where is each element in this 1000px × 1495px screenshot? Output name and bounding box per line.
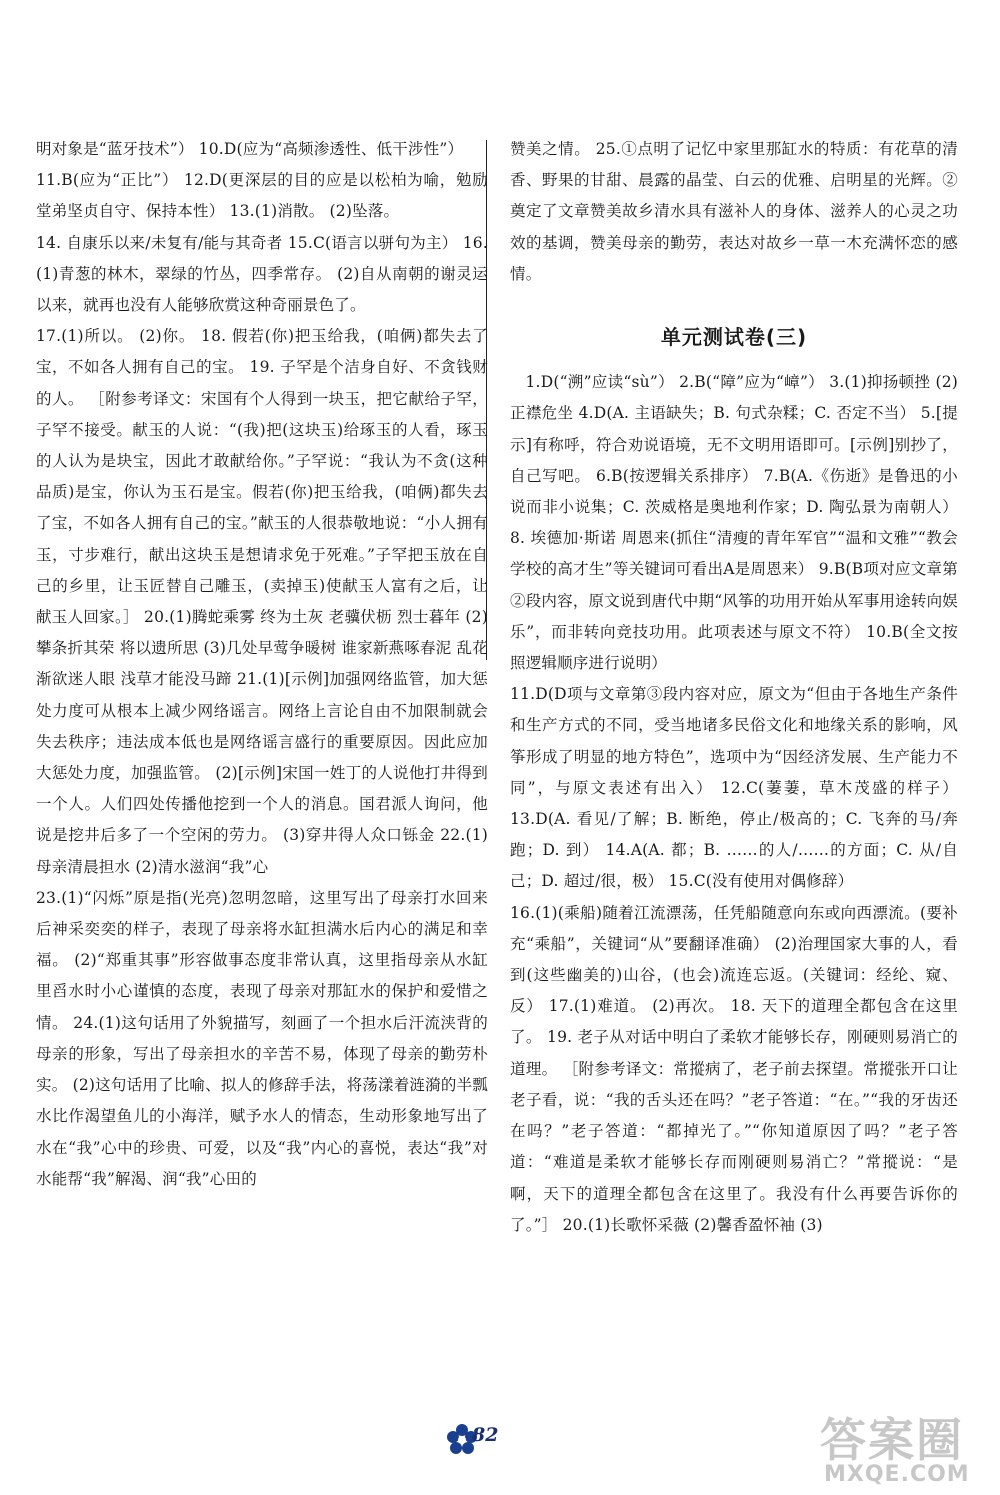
page-number-badge [442,1420,522,1460]
test-answer-paragraph-2: 11.D(D项与文章第③段内容对应，原文为“但由于各地生产条件和生产方式的不同，受当地诸多民俗文化和地缘关系的影响，风筝形成了明显的地方特色”，选项中为“因经济发展、生产能力不同”，与原文表述有出入） 12.C(萋萋，草木茂盛的样子） 13.D(A. 看见/了解；B. 断绝，停止/极高的；C. 飞奔的马/奔跑；D. 到） 14.A(A. 都；B. ……的人/……的方面；C. 从/自己；D. 超过/很，极） 15.C(没有使用对偶修辞） [510,685,958,891]
left-column [36,134,488,1195]
answer-paragraph-1: 明对象是“蓝牙技术”） 10.D(应为“高频渗透性、低干涉性”） [36,140,464,158]
answer-paragraph-continued: 赞美之情。 25.①点明了记忆中家里那缸水的特质：有花草的清香、野果的甘甜、晨露的晶莹、白云的优雅、启明星的光辉。②奠定了文章赞美故乡清水具有滋补人的身体、滋养人的心灵之功效的基调，赞美母亲的勤劳，表达对故乡一草一木充满怀恋的感情。 [510,140,958,283]
watermark-logo-text: 答案圈 [820,1413,964,1467]
section-title: 单元测试卷(三) [660,325,808,350]
test-answer-paragraph-3: 16.(1)(乘船)随着江流漂荡，任凭船随意向东或向西漂流。(要补充“乘船”，关键词“从”要翻译准确） (2)治理国家大事的人，看到(这些幽美的)山谷，(也会)流连忘返。(关键词：经纶、窥、反） 17.(1)难道。 (2)再次。 18. 天下的道理全都包含在这里了。 19. 老子从对话中明白了柔软才能够长存，刚硬则易消亡的道理。 ［附参考译文：常摐病了，老子前去探望。常摐张开口让老子看，说：“我的舌头还在吗？”老子答道：“在。”“我的牙齿还在吗？”老子答道：“都掉光了。”“你知道原因了吗？”老子答道：“难道是柔软才能够长存而刚硬则易消亡？”常摐说：“是啊，天下的道理全都包含在这里了。我没有什么再要告诉你的了。”］ 20.(1)长歌怀采薇 (2)馨香盈怀袖 (3) [510,903,958,1234]
watermark-url: MXQE.COM [824,1462,970,1487]
right-column [510,134,958,1241]
answer-paragraph-2: 11.B(应为“正比”） 12.D(更深层的目的应是以松柏为喻，勉励堂弟坚贞自守、保持本性） 13.(1)消散。 (2)坠落。 [36,171,488,221]
test-answer-paragraph-1: 1.D(“溯”应读“sù”） 2.B(“障”应为“嶂”） 3.(1)抑扬顿挫 (2)正襟危坐 4.D(A. 主语缺失；B. 句式杂糅；C. 否定不当） 5.[提示]有称呼，符合劝说语境，无不文明用语即可。[示例]别抄了，自己写吧。 6.B(按逻辑关系排序） 7.B(A.《伤逝》是鲁迅的小说而非小说集；C. 茨威格是奥地利作家；D. 陶弘景为南朝人） 8. 埃德加·斯诺 周恩来(抓住“清瘦的青年军官”“温和文雅”“教会学校的高才生”等关键词可看出A是周恩来） 9.B(B项对应文章第②段内容，原文说到唐代中期“风筝的功用开始从军事用途转向娱乐”，而非转向竞技功用。此项表述与原文不符） 10.B(全文按照逻辑顺序进行说明） [510,373,958,673]
answer-paragraph-5: 23.(1)“闪烁”原是指(光亮)忽明忽暗，这里写出了母亲打水回来后神采奕奕的样子，表现了母亲将水缸担满水后内心的满足和幸福。 (2)“郑重其事”形容做事态度非常认真，这里指母亲从水缸里舀水时小心谨慎的态度，表现了母亲对那缸水的保护和爱惜之情。 24.(1)这句话用了外貌描写，刻画了一个担水后汗流浃背的母亲的形象，写出了母亲担水的辛苦不易，体现了母亲的勤劳朴实。 (2)这句话用了比喻、拟人的修辞手法，将荡漾着涟漪的半瓢水比作渴望鱼儿的小海洋，赋予水人的情态，生动形象地写出了水在“我”心中的珍贵、可爱，以及“我”内心的喜悦，表达“我”对水能帮“我”解渴、润“我”心田的 [36,888,488,1188]
answer-paragraph-3: 14. 自康乐以来/未复有/能与其奇者 15.C(语言以骈句为主） 16.(1)青葱的林木，翠绿的竹丛，四季常存。 (2)自从南朝的谢灵运以来，就再也没有人能够欣赏这种奇丽景色了。 [36,233,488,315]
page-number: 82 [472,1424,499,1446]
answer-paragraph-4: 17.(1)所以。 (2)你。 18. 假若(你)把玉给我，(咱俩)都失去了宝，不如各人拥有自己的宝。 19. 子罕是个洁身自好、不贪钱财的人。 ［附参考译文：宋国有个人得到一块玉，把它献给子罕，子罕不接受。献玉的人说：“(我)把(这块玉)给琢玉的人看，琢玉的人认为是块宝，因此才敢献给你。”子罕说：“我认为不贪(这种品质)是宝，你认为玉石是宝。假若(你)把玉给我，(咱俩)都失去了宝，不如各人拥有自己的宝。”献玉的人很恭敬地说：“小人拥有玉，寸步难行，献出这块玉是想请求免于死难。”子罕把玉放在自己的乡里，让玉匠替自己雕玉，(卖掉玉)使献玉人富有之后，让献玉人回家。］ 20.(1)腾蛇乘雾 终为土灰 老骥伏枥 烈士暮年 (2)攀条折其荣 将以遗所思 (3)几处早莺争暖树 谁家新燕啄春泥 乱花渐欲迷人眼 浅草才能没马蹄 21.(1)[示例]加强网络监管，加大惩处力度可从根本上减少网络谣言。网络上言论自由不加限制就会失去秩序；违法成本低也是网络谣言盛行的重要原因。因此应加大惩处力度，加强监管。 (2)[示例]宋国一姓丁的人说他打井得到一个人。人们四处传播他挖到一个人的消息。国君派人询问，他说是挖井后多了一个空闲的劳力。 (3)穿井得人众口铄金 22.(1)母亲清晨担水 (2)清水滋润“我”心 [36,327,488,876]
site-watermark [810,1400,990,1490]
